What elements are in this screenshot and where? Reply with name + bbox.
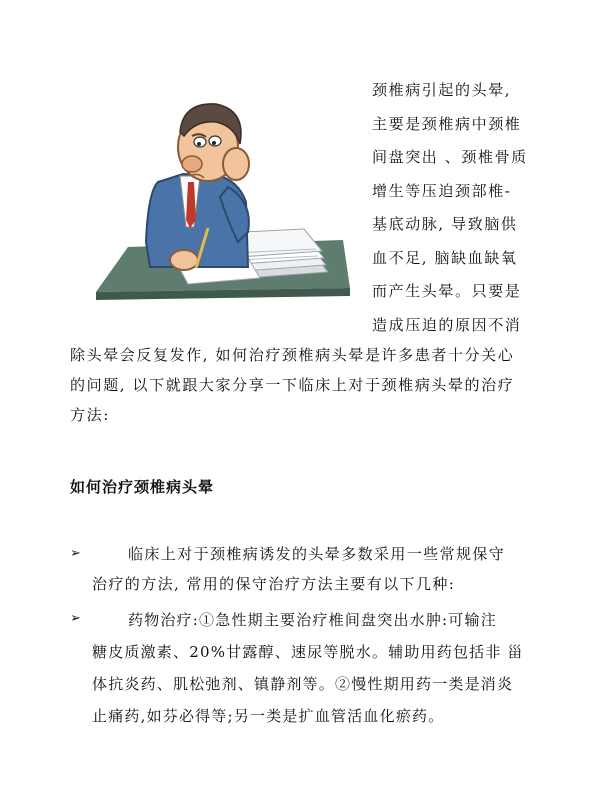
text-line: 除头晕会反复发作, 如何治疗颈椎病头晕是许多患者十分关心 [70, 346, 515, 364]
text-line: 主要是颈椎病中颈椎 [372, 114, 522, 133]
nose [182, 156, 202, 172]
bullet-text-line: 药物治疗:①急性期主要治疗椎间盘突出水肿:可输注 [128, 611, 497, 629]
bullet-text-line: 临床上对于颈椎病诱发的头晕多数采用一些常规保守 [128, 545, 506, 563]
bullet-item [70, 539, 550, 599]
text-line: 基底动脉, 导致脑供 [372, 215, 518, 233]
text-line: 间盘突出 、颈椎骨质 [372, 148, 528, 166]
bullet-text-line: 治疗的方法, 常用的保守治疗方法主要有以下几种: [92, 575, 456, 593]
bullet-text-line: 体抗炎药、肌松弛剂、镇静剂等。②慢性期用药一类是消炎 [92, 675, 514, 693]
continued-paragraph [70, 340, 540, 430]
text-line: 的问题, 以下就跟大家分享一下临床上对于颈椎病头晕的治疗 [70, 376, 515, 394]
side-paragraph [372, 74, 542, 342]
tired-man-at-desk-illustration [88, 92, 358, 304]
text-line: 增生等压迫颈部椎- [372, 181, 512, 200]
text-line: 颈椎病引起的头晕, [372, 81, 512, 99]
bullet-item [70, 604, 550, 732]
text-line: 方法: [70, 406, 110, 424]
bullet-text-line: 止痛药,如芬必得等;另一类是扩血管活血化瘀药。 [92, 707, 445, 725]
text-line: 而产生头晕。只要是 [372, 282, 522, 300]
bullet-text-line: 糖皮质激素、20%甘露醇、速尿等脱水。辅助用药包括非 甾 [92, 643, 524, 661]
bullet-arrow-icon: ➢ [70, 611, 81, 626]
text-line: 血不足, 脑缺血缺氧 [372, 248, 518, 267]
bullet-arrow-icon: ➢ [70, 546, 81, 561]
section-heading: 如何治疗颈椎病头晕 [70, 478, 215, 496]
text-line: 造成压迫的原因不消 [372, 315, 522, 334]
writing-hand [170, 250, 198, 270]
hand-on-head [223, 148, 249, 180]
